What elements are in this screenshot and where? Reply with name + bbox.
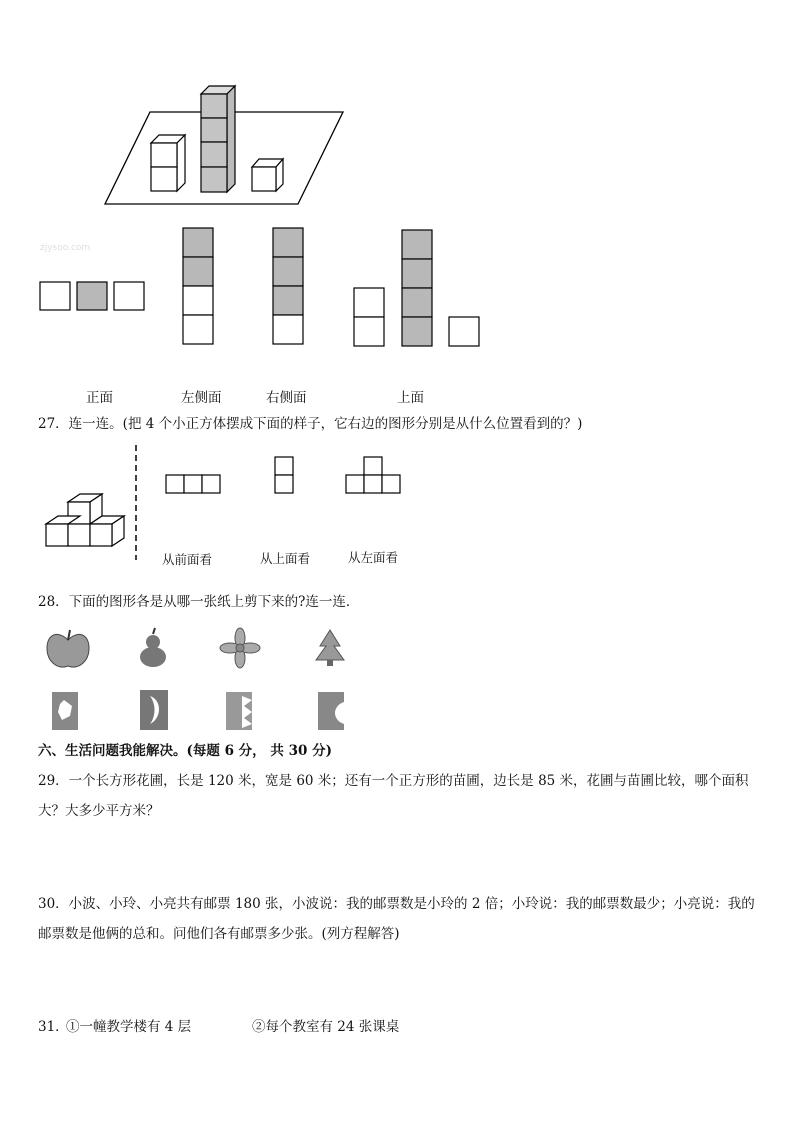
- label-from-front: 从前面看: [162, 552, 213, 567]
- label-right-view: 右侧面: [266, 390, 307, 406]
- q28-text: 28．下面的图形各是从哪一张纸上剪下来的?连一连．: [38, 594, 360, 610]
- cube-stacks-figure: [0, 0, 794, 220]
- q31-item2: ②每个教室有 24 张课桌: [252, 1019, 400, 1035]
- paper-3: [226, 692, 252, 730]
- apple-shape: [47, 630, 89, 667]
- label-from-left: 从左面看: [348, 550, 399, 565]
- q31-item1: ①一幢教学楼有 4 层: [66, 1019, 192, 1035]
- paper-1: [52, 692, 78, 730]
- view-figures: [0, 220, 794, 360]
- tree-shape: [316, 630, 344, 666]
- q29-line1: 29．一个长方形花圃，长是 120 米，宽是 60 米；还有一个正方形的苗圃，边长是 85 米，花圃与苗圃比较，哪个面积: [38, 773, 749, 789]
- gourd-shape: [140, 628, 166, 667]
- q30-line1: 30．小波、小玲、小亮共有邮票 180 张，小波说：我的邮票数是小玲的 2 倍；小玲说：我的邮票数最少；小亮说：我的: [38, 896, 755, 912]
- q31-prefix: 31．: [38, 1019, 69, 1035]
- q27-text: 27．连一连。(把 4 个小正方体摆成下面的样子，它右边的图形分别是从什么位置看到的？): [38, 416, 583, 432]
- watermark: zjysoo.com: [40, 243, 91, 253]
- label-front-view: 正面: [86, 390, 113, 406]
- q30-line2: 邮票数是他俩的总和。问他们各有邮票多少张。(列方程解答): [38, 926, 400, 942]
- q29-line2: 大？大多少平方米？: [38, 803, 160, 819]
- label-left-view: 左侧面: [181, 390, 222, 406]
- paper-2: [140, 690, 168, 730]
- paper-4: [318, 692, 344, 730]
- q28-figure: [0, 620, 794, 740]
- section6-title: 六、生活问题我能解决。(每题 6 分， 共 30 分): [38, 743, 332, 759]
- flower-shape: [220, 628, 260, 668]
- label-from-top: 从上面看: [260, 551, 311, 566]
- label-top-view: 上面: [397, 390, 424, 406]
